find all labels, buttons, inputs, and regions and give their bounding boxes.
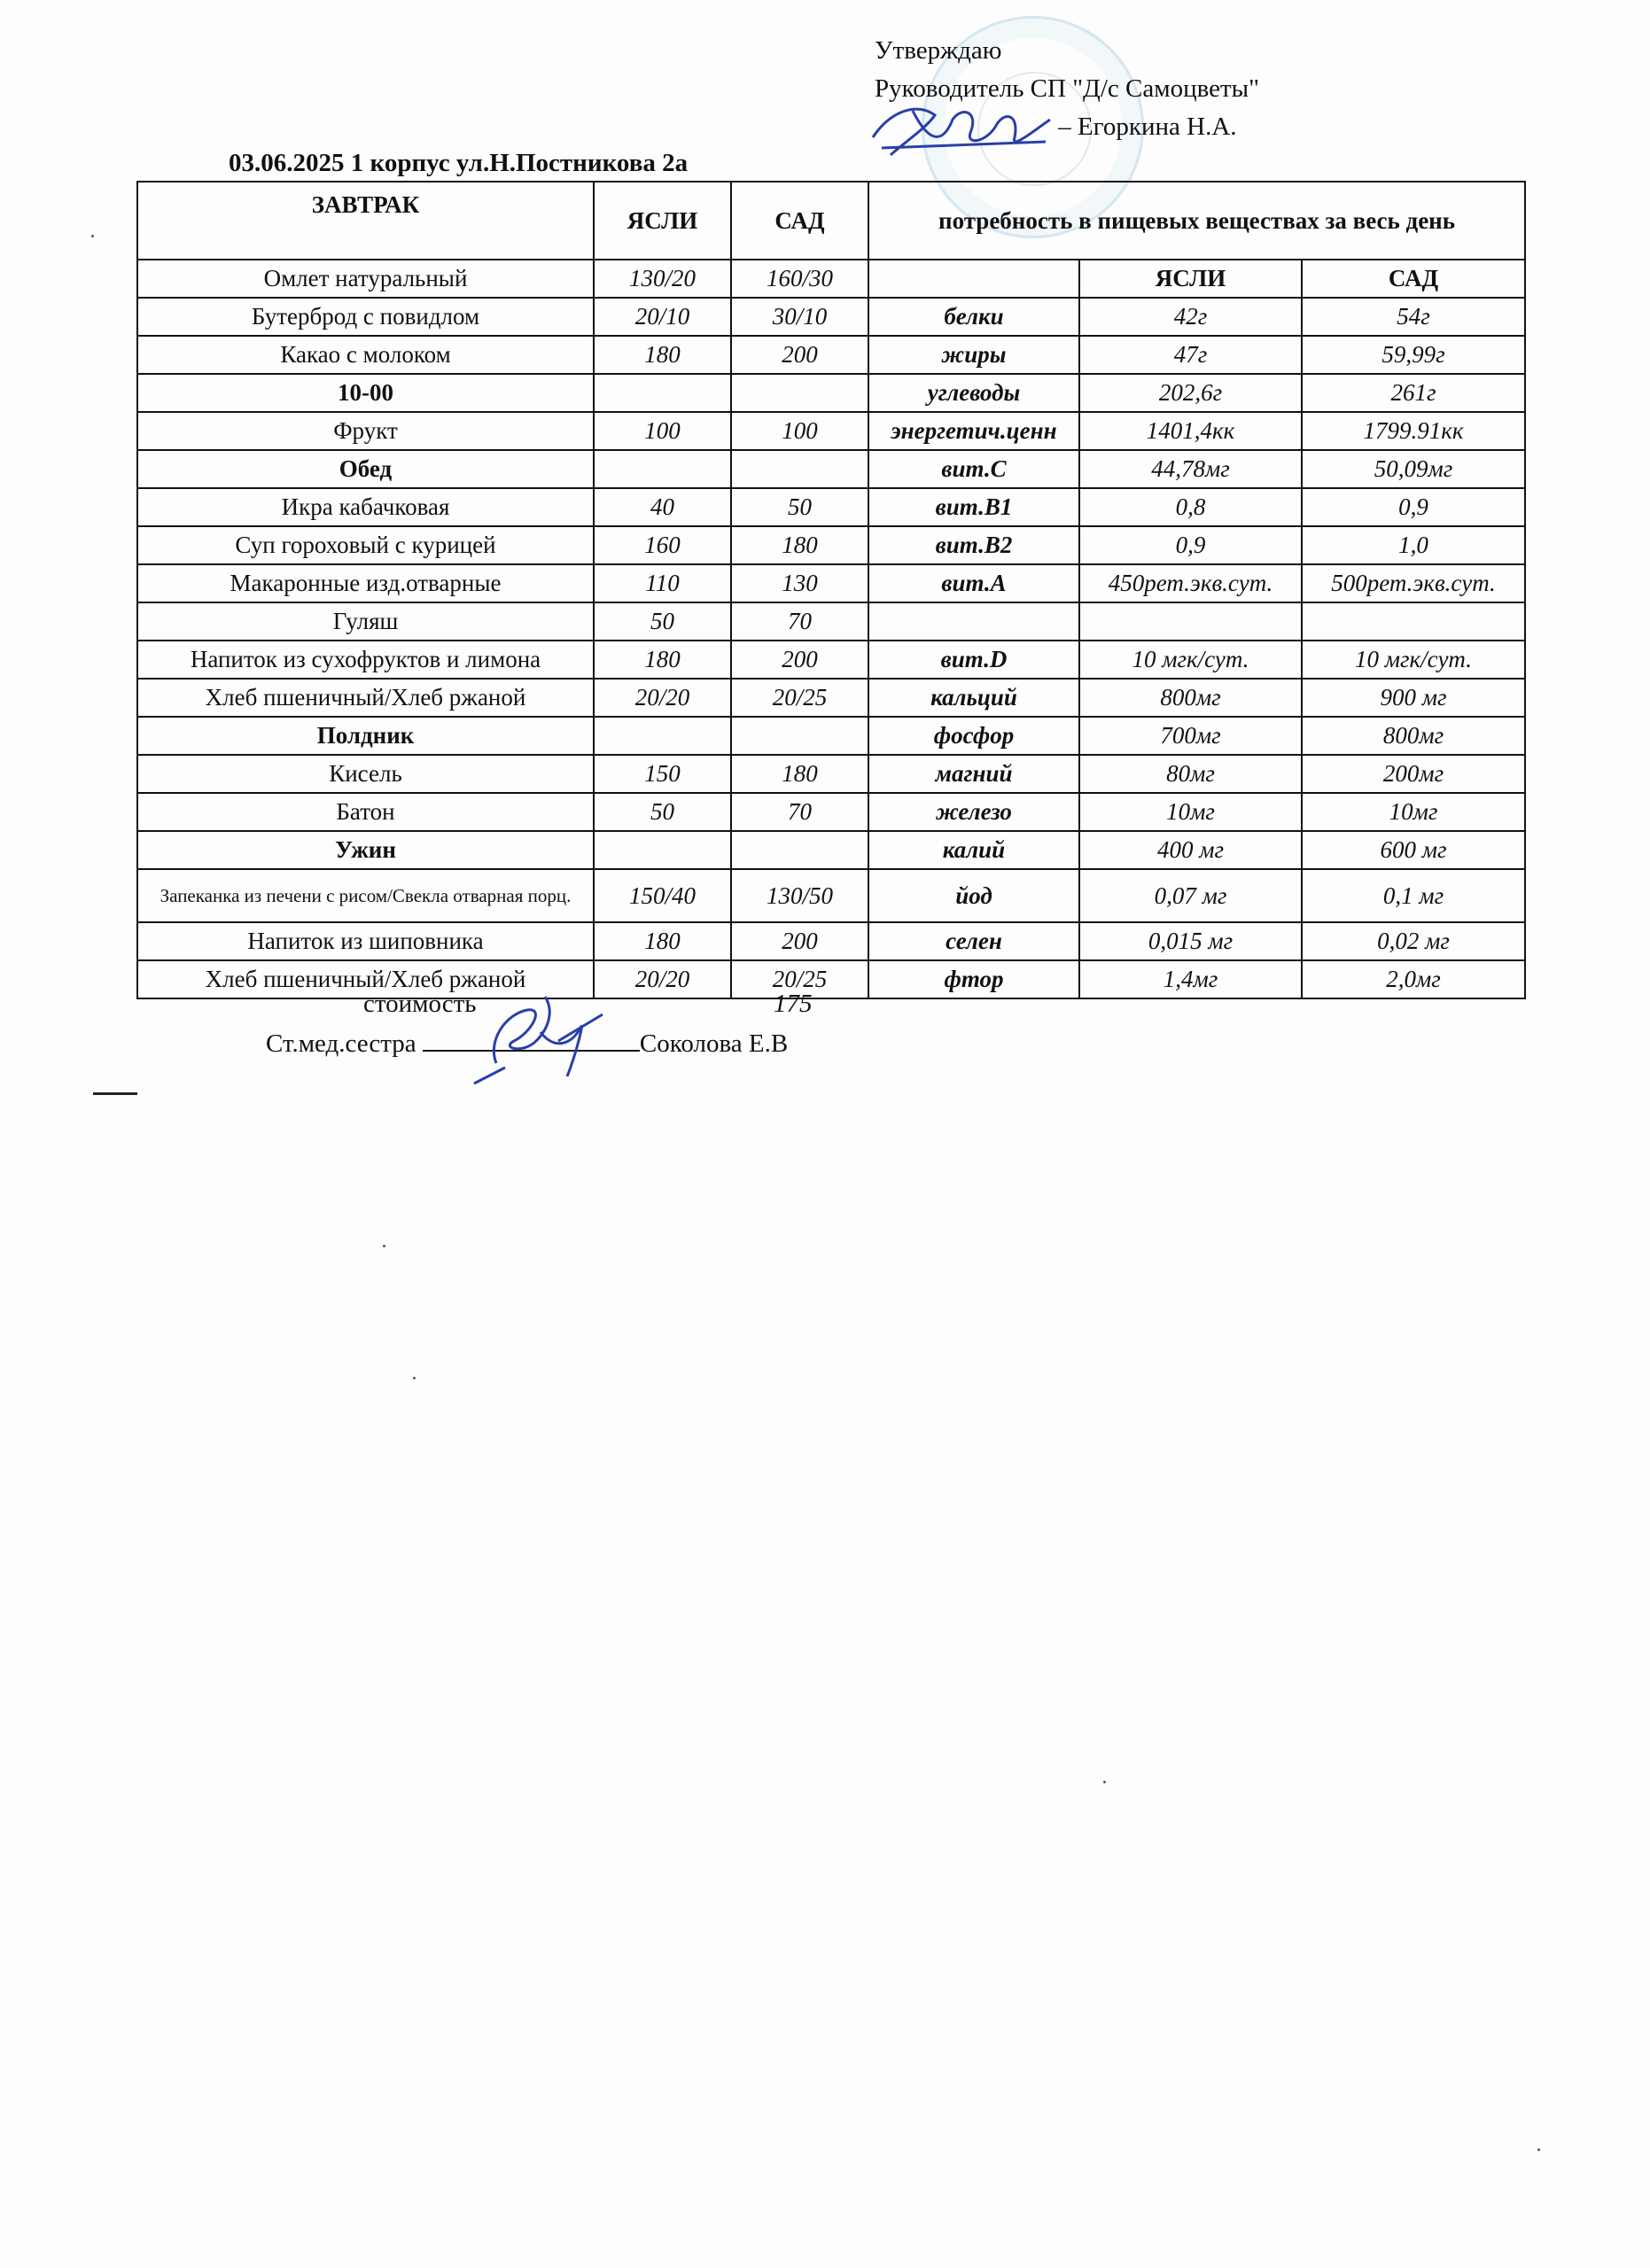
nutrient-garden-value: 261г (1302, 374, 1525, 412)
nutrient-nursery-value: 0,07 мг (1079, 869, 1302, 922)
table-row (137, 298, 1525, 336)
page-title: 03.06.2025 1 корпус ул.Н.Постникова 2а (229, 149, 689, 177)
table-body (137, 260, 1525, 998)
table-row (137, 679, 1525, 717)
nutrient-nursery-value: 44,78мг (1079, 450, 1302, 488)
nursery-portion: 180 (594, 641, 731, 679)
scan-speck (413, 1377, 416, 1379)
approval-title: Утверждаю (875, 36, 1002, 65)
nursery-portion: 50 (594, 602, 731, 641)
garden-portion: 20/25 (731, 679, 868, 717)
nutrient-nursery-value: 80мг (1079, 755, 1302, 793)
dish-name: Какао с молоком (137, 336, 594, 374)
nutrient-name: фосфор (868, 717, 1079, 755)
dish-name: Макаронные изд.отварные (137, 564, 594, 602)
nutrient-name: магний (868, 755, 1079, 793)
nursery-portion (594, 374, 731, 412)
nutrient-nursery-value: 10 мгк/сут. (1079, 641, 1302, 679)
garden-portion: 50 (731, 488, 868, 526)
dish-name: Икра кабачковая (137, 488, 594, 526)
table-row (137, 336, 1525, 374)
nurse-label: Ст.мед.сестра (266, 1029, 416, 1058)
table-row (137, 831, 1525, 869)
garden-portion (731, 450, 868, 488)
nursery-portion: 20/20 (594, 679, 731, 717)
garden-portion: 70 (731, 602, 868, 641)
table-row (137, 526, 1525, 564)
garden-portion: 30/10 (731, 298, 868, 336)
nutrient-name: вит.А (868, 564, 1079, 602)
table-row (137, 450, 1525, 488)
nursery-portion: 150/40 (594, 869, 731, 922)
nursery-portion: 110 (594, 564, 731, 602)
dish-name: Обед (137, 450, 594, 488)
nursery-portion: 160 (594, 526, 731, 564)
dish-name: Полдник (137, 717, 594, 755)
nursery-portion: 130/20 (594, 260, 731, 298)
nutrient-garden-value: 200мг (1302, 755, 1525, 793)
dish-name: Фрукт (137, 412, 594, 450)
menu-table (136, 181, 1526, 999)
nutrient-garden-value: 600 мг (1302, 831, 1525, 869)
nutrient-name (868, 602, 1079, 641)
table-row (137, 641, 1525, 679)
nurse-name: Соколова Е.В (639, 1029, 789, 1058)
nursery-portion (594, 717, 731, 755)
nursery-portion (594, 450, 731, 488)
nutrient-garden-value: 0,1 мг (1302, 869, 1525, 922)
table-row (137, 602, 1525, 641)
nutrient-name: железо (868, 793, 1079, 831)
garden-portion: 160/30 (731, 260, 868, 298)
nutrient-garden-value: 59,99г (1302, 336, 1525, 374)
garden-portion: 20/25 (731, 960, 868, 998)
nutrient-nursery-value: 0,9 (1079, 526, 1302, 564)
dish-name: Кисель (137, 755, 594, 793)
nutrient-nursery-value: 400 мг (1079, 831, 1302, 869)
dish-name: Хлеб пшеничный/Хлеб ржаной (137, 679, 594, 717)
nutrient-garden-value: 500рет.экв.сут. (1302, 564, 1525, 602)
nursery-portion: 150 (594, 755, 731, 793)
nutrient-garden-value: 1799.91кк (1302, 412, 1525, 450)
garden-portion: 130 (731, 564, 868, 602)
nutrient-garden-value: 10 мгк/сут. (1302, 641, 1525, 679)
nutrient-name: селен (868, 922, 1079, 960)
scan-speck (91, 235, 94, 237)
nutrient-nursery-value: 450рет.экв.сут. (1079, 564, 1302, 602)
cost-value: 175 (774, 990, 813, 1018)
table-row (137, 412, 1525, 450)
dish-name: Хлеб пшеничный/Хлеб ржаной (137, 960, 594, 998)
nutrient-name: вит.С (868, 450, 1079, 488)
nutrient-garden-value: 0,02 мг (1302, 922, 1525, 960)
nursery-portion: 180 (594, 336, 731, 374)
nursery-portion: 180 (594, 922, 731, 960)
margin-dash (93, 1092, 137, 1095)
nutrient-name (868, 260, 1079, 298)
dish-name: Суп гороховый с курицей (137, 526, 594, 564)
nutrient-garden-value: 10мг (1302, 793, 1525, 831)
nursery-portion: 100 (594, 412, 731, 450)
nutrient-nursery-value: 0,8 (1079, 488, 1302, 526)
nutrient-name: вит.В1 (868, 488, 1079, 526)
dish-name: Бутерброд с повидлом (137, 298, 594, 336)
dish-name: Батон (137, 793, 594, 831)
nurse-signature (470, 979, 611, 1090)
nutrient-name: углеводы (868, 374, 1079, 412)
nutrient-nursery-value: 0,015 мг (1079, 922, 1302, 960)
garden-portion (731, 717, 868, 755)
nutrient-name: фтор (868, 960, 1079, 998)
nutrient-name: энергетич.ценн (868, 412, 1079, 450)
scan-speck (383, 1245, 385, 1247)
garden-portion: 180 (731, 526, 868, 564)
table-row (137, 793, 1525, 831)
garden-portion: 100 (731, 412, 868, 450)
nutrient-nursery-value: 47г (1079, 336, 1302, 374)
table-header-row (137, 182, 1525, 260)
dish-name: Напиток из сухофруктов и лимона (137, 641, 594, 679)
dish-name: Напиток из шиповника (137, 922, 594, 960)
garden-portion (731, 831, 868, 869)
nutrient-nursery-value: 42г (1079, 298, 1302, 336)
nutrient-nursery-value: 1,4мг (1079, 960, 1302, 998)
garden-portion: 200 (731, 922, 868, 960)
header-nursery: ЯСЛИ (594, 182, 731, 260)
garden-portion: 200 (731, 336, 868, 374)
needs-garden-header: САД (1302, 260, 1525, 298)
nutrient-garden-value: 54г (1302, 298, 1525, 336)
header-meal: ЗАВТРАК (137, 182, 594, 260)
garden-portion: 180 (731, 755, 868, 793)
table-row (137, 374, 1525, 412)
nutrient-garden-value: 2,0мг (1302, 960, 1525, 998)
nutrient-nursery-value: 700мг (1079, 717, 1302, 755)
nutrient-name: кальций (868, 679, 1079, 717)
dish-name: 10-00 (137, 374, 594, 412)
cost-line (363, 990, 477, 1019)
table-row (137, 488, 1525, 526)
nutrient-nursery-value (1079, 602, 1302, 641)
table-row (137, 755, 1525, 793)
dish-name: Запеканка из печени с рисом/Свекла отварная порц. (137, 869, 594, 922)
nutrient-nursery-value: 800мг (1079, 679, 1302, 717)
nutrient-name: вит.D (868, 641, 1079, 679)
nutrient-garden-value: 0,9 (1302, 488, 1525, 526)
scan-speck (1537, 2148, 1540, 2151)
director-signature (864, 93, 1068, 164)
nutrient-name: вит.В2 (868, 526, 1079, 564)
nutrient-garden-value (1302, 602, 1525, 641)
nutrient-garden-value: 800мг (1302, 717, 1525, 755)
approval-position: Руководитель СП "Д/с Самоцветы" (875, 74, 1259, 103)
nutrient-name: жиры (868, 336, 1079, 374)
cost-label: стоимость (363, 990, 477, 1018)
approval-signature-row: – Егоркина Н.А. (875, 108, 1259, 146)
nursery-portion (594, 831, 731, 869)
dish-name: Ужин (137, 831, 594, 869)
nursery-portion: 40 (594, 488, 731, 526)
scan-speck (1103, 1781, 1106, 1783)
nursery-portion: 50 (594, 793, 731, 831)
table-row (137, 717, 1525, 755)
nutrient-nursery-value: 10мг (1079, 793, 1302, 831)
dish-name: Гуляш (137, 602, 594, 641)
header-needs: потребность в пищевых веществах за весь день (868, 182, 1525, 260)
garden-portion: 200 (731, 641, 868, 679)
nutrient-name: белки (868, 298, 1079, 336)
table-row (137, 922, 1525, 960)
nutrient-name: калий (868, 831, 1079, 869)
nursery-portion: 20/20 (594, 960, 731, 998)
nutrient-garden-value: 900 мг (1302, 679, 1525, 717)
table-row (137, 960, 1525, 998)
garden-portion: 130/50 (731, 869, 868, 922)
table-row (137, 869, 1525, 922)
dish-name: Омлет натуральный (137, 260, 594, 298)
needs-nursery-header: ЯСЛИ (1079, 260, 1302, 298)
nutrient-nursery-value: 1401,4кк (1079, 412, 1302, 450)
garden-portion: 70 (731, 793, 868, 831)
nursery-portion: 20/10 (594, 298, 731, 336)
nutrient-name: йод (868, 869, 1079, 922)
table-row (137, 260, 1525, 298)
director-name: Егоркина Н.А. (1078, 113, 1237, 141)
header-garden: САД (731, 182, 868, 260)
nutrient-garden-value: 1,0 (1302, 526, 1525, 564)
nutrient-garden-value: 50,09мг (1302, 450, 1525, 488)
garden-portion (731, 374, 868, 412)
nutrient-nursery-value: 202,6г (1079, 374, 1302, 412)
table-row (137, 564, 1525, 602)
